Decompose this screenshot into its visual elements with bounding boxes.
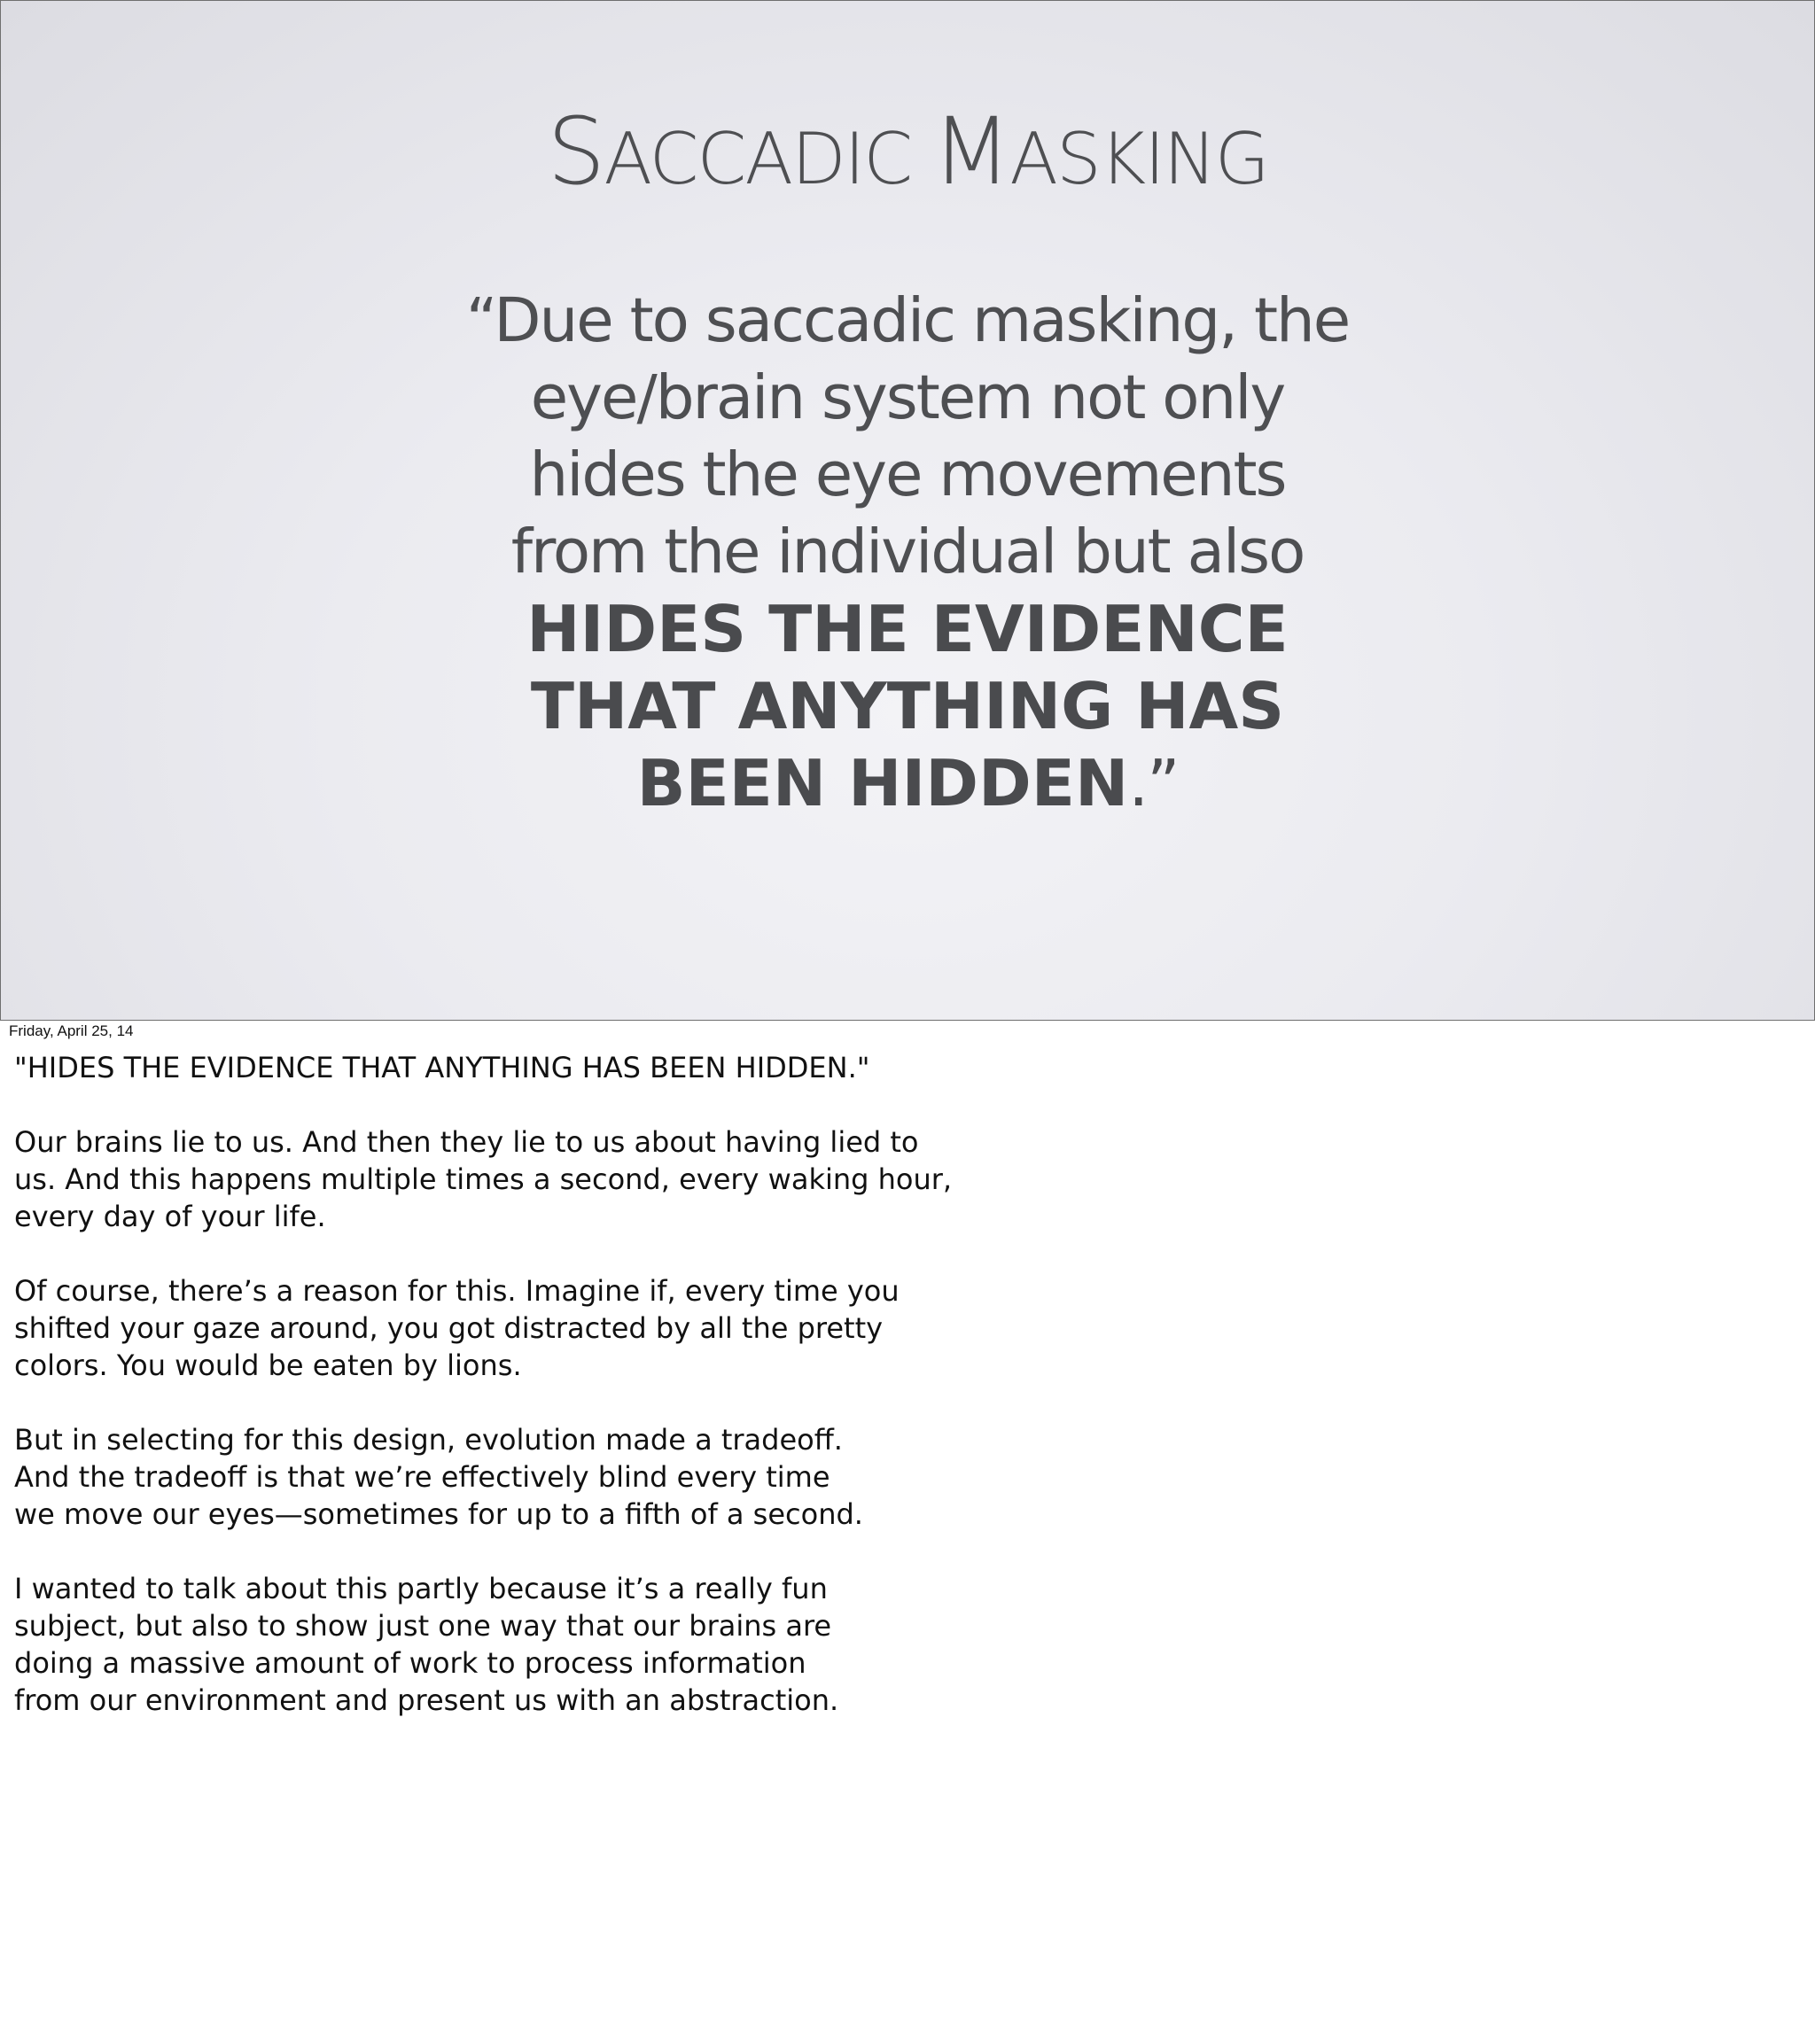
notes-line: shifted your gaze around, you got distracted by all the pretty (14, 1311, 884, 1345)
slide (0, 0, 1815, 1021)
notes-paragraph (14, 1570, 1078, 1719)
quote-line: from the individual but also (510, 517, 1305, 587)
slide-quote (1, 283, 1814, 822)
quote-emphasis-line: HIDES THE EVIDENCE (526, 592, 1289, 666)
notes-heading-text: "HIDES THE EVIDENCE THAT ANYTHING HAS BEEN HIDDEN." (14, 1051, 870, 1084)
notes-line: colors. You would be eaten by lions. (14, 1348, 522, 1382)
title-initial-m: M (931, 97, 1010, 206)
notes-heading (14, 1049, 1078, 1086)
quote-closing: .” (1128, 746, 1179, 820)
notes-paragraph (14, 1272, 1078, 1384)
notes-line: doing a massive amount of work to process information (14, 1646, 806, 1680)
notes-line: And the tradeoff is that we’re effectively blind every time (14, 1460, 830, 1494)
notes-line: every day of your life. (14, 1200, 326, 1233)
quote-emphasis-text: BEEN HIDDEN (636, 746, 1129, 820)
quote-line: eye/brain system not only (530, 362, 1285, 433)
slide-date: Friday, April 25, 14 (9, 1022, 134, 1039)
quote-emphasis-last-line (1, 745, 1814, 822)
quote-line: “Due to saccadic masking, the (465, 285, 1350, 356)
notes-paragraph (14, 1421, 1078, 1533)
notes-line: I wanted to talk about this partly because it’s a really fun (14, 1572, 828, 1605)
notes-line: Our brains lie to us. And then they lie to us about having lied to (14, 1125, 919, 1159)
slide-title (1, 97, 1814, 206)
notes-line: But in selecting for this design, evolution made a tradeoff. (14, 1423, 843, 1457)
notes-paragraph (14, 1123, 1078, 1235)
notes-line: from our environment and present us with an abstraction. (14, 1683, 839, 1717)
quote-emphasis-line: THAT ANYTHING HAS (530, 669, 1285, 743)
title-rest-accadic: ACCADIC (604, 118, 932, 200)
notes-line: we move our eyes—sometimes for up to a fifth of a second. (14, 1497, 863, 1531)
title-rest-asking: ASKING (1009, 118, 1268, 200)
notes-line: Of course, there’s a reason for this. Imagine if, every time you (14, 1274, 900, 1308)
speaker-notes (14, 1049, 1078, 1756)
title-initial-s: S (547, 97, 604, 206)
notes-line: us. And this happens multiple times a second, every waking hour, (14, 1162, 953, 1196)
quote-line: hides the eye movements (529, 439, 1286, 510)
notes-line: subject, but also to show just one way that our brains are (14, 1609, 832, 1643)
